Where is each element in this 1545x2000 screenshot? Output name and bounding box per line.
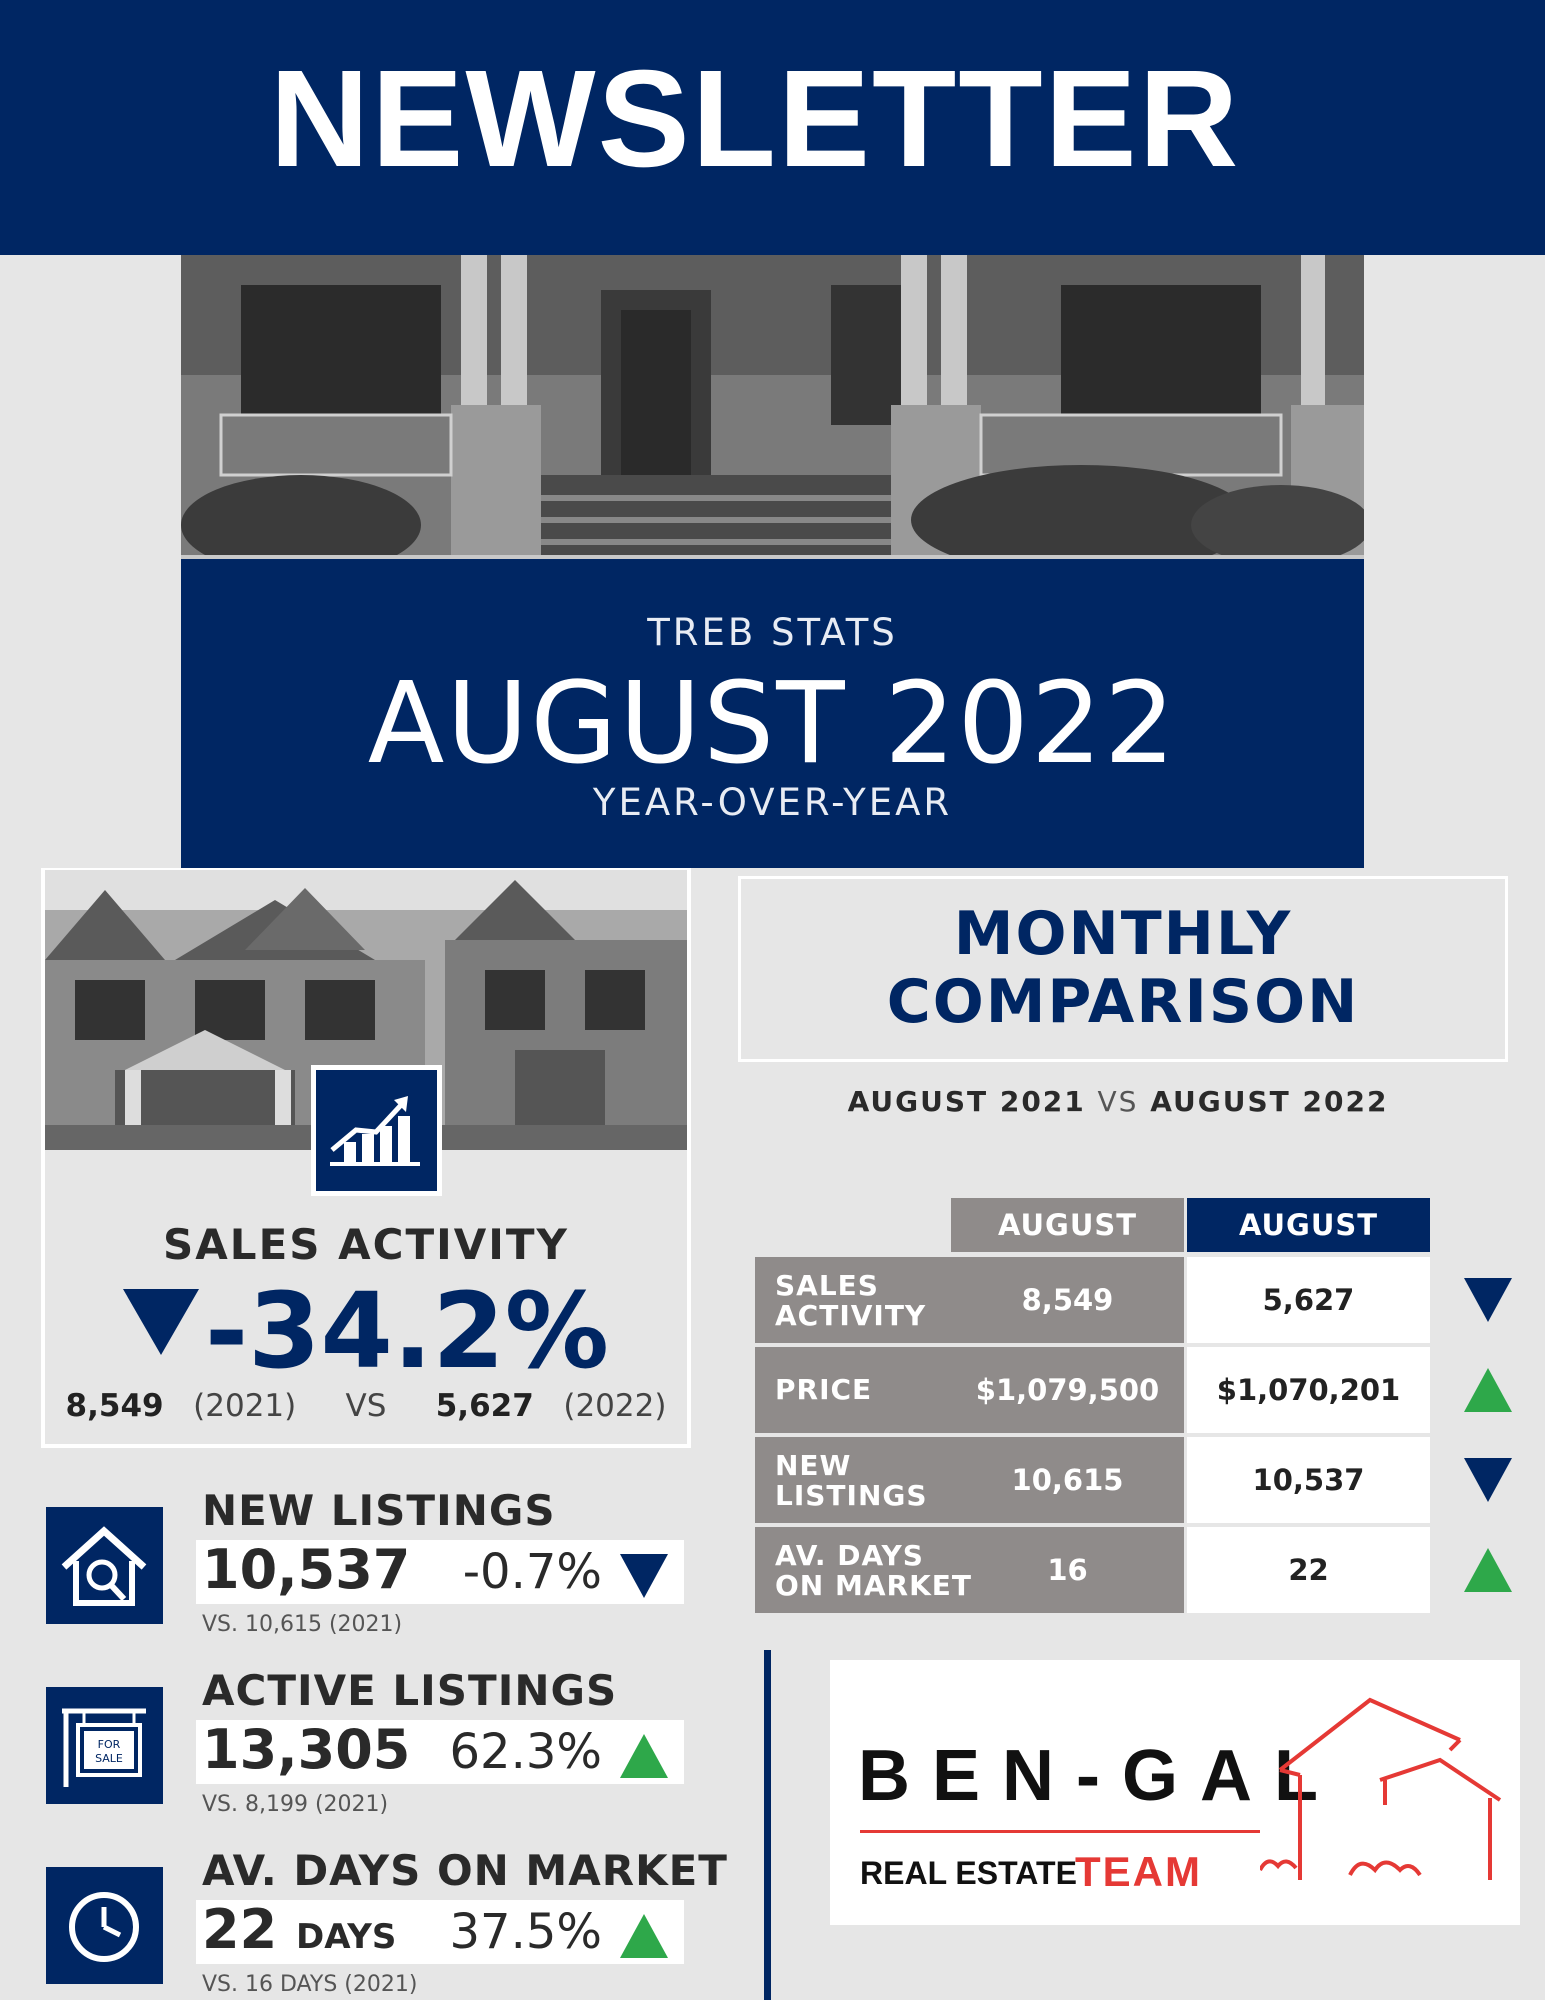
down-arrow-icon: [1464, 1278, 1512, 1322]
table-row-price: [755, 1347, 1184, 1433]
hero-title-band: [181, 555, 1364, 868]
for-sale-sign-text-1: FOR: [97, 1738, 121, 1751]
monthly-title-line1: MONTHLY: [953, 899, 1293, 969]
new-listings-vs: VS. 10,615 (2021): [202, 1612, 403, 1637]
row-value-2021: 16: [1047, 1553, 1088, 1587]
active-listings-vs: VS. 8,199 (2021): [202, 1792, 389, 1817]
row-label: AV. DAYS ON MARKET: [775, 1539, 973, 1602]
row-value-2022: $1,070,201: [1187, 1347, 1430, 1433]
days-on-market-vs: VS. 16 DAYS (2021): [202, 1972, 418, 1997]
sales-2021-year: (2021): [193, 1388, 297, 1424]
days-on-market-change: 37.5%: [449, 1904, 602, 1960]
row-value-2022: 10,537: [1187, 1437, 1430, 1523]
report-month-title: AUGUST 2022: [367, 659, 1178, 789]
new-listings-value: 10,537: [202, 1538, 411, 1601]
monthly-comparison-title: [738, 900, 1508, 1036]
clock-icon: [41, 1862, 168, 1989]
logo-underline: [860, 1830, 1260, 1833]
house-outline-icon: [1260, 1680, 1510, 1910]
new-listings-bar: [196, 1540, 684, 1604]
growth-chart-icon: [311, 1065, 442, 1196]
up-arrow-icon: [620, 1734, 668, 1778]
column-header-2021: AUGUST: [951, 1198, 1184, 1252]
sales-activity-comparison: [41, 1388, 691, 1424]
row-label: PRICE: [775, 1373, 873, 1406]
up-arrow-icon: [1464, 1368, 1512, 1412]
new-listings-change: -0.7%: [462, 1544, 602, 1600]
active-listings-change: 62.3%: [449, 1724, 602, 1780]
row-value-2021: $1,079,500: [975, 1373, 1160, 1407]
down-arrow-icon: [620, 1554, 668, 1598]
logo-name: BEN-GAL: [858, 1736, 1340, 1816]
row-value-2022: 22: [1187, 1527, 1430, 1613]
logo-divider: [764, 1650, 771, 2000]
down-arrow-icon: [123, 1289, 199, 1355]
days-unit: DAYS: [295, 1917, 397, 1957]
subtitle-vs: VS: [1097, 1085, 1139, 1118]
newsletter-header: [0, 0, 1545, 255]
sales-2022-value: 5,627: [435, 1388, 534, 1424]
new-listings-title: NEW LISTINGS: [202, 1486, 556, 1535]
days-on-market-bar: [196, 1900, 684, 1964]
up-arrow-icon: [1464, 1548, 1512, 1592]
sales-2022-year: (2022): [563, 1388, 667, 1424]
monthly-comparison-subtitle: [738, 1085, 1498, 1118]
active-listings-value: 13,305: [202, 1718, 411, 1781]
treb-stats-label: TREB STATS: [647, 611, 898, 654]
year-over-year-label: YEAR-OVER-YEAR: [592, 781, 953, 824]
hero-porch-photo: [181, 255, 1364, 555]
row-value-2022: 5,627: [1187, 1257, 1430, 1343]
sales-change-value: -34.2%: [205, 1270, 609, 1392]
subtitle-2022: AUGUST 2022: [1150, 1085, 1389, 1118]
table-row-sales-activity: [755, 1257, 1184, 1343]
sales-activity-heading: SALES ACTIVITY: [163, 1220, 569, 1269]
sales-vs: VS: [345, 1388, 387, 1424]
up-arrow-icon: [620, 1914, 668, 1958]
row-label: SALES ACTIVITY: [775, 1269, 927, 1332]
sales-2021-value: 8,549: [65, 1388, 164, 1424]
row-value-2021: 8,549: [1021, 1283, 1114, 1317]
ben-gal-logo: [830, 1660, 1520, 1925]
row-value-2021: 10,615: [1011, 1463, 1124, 1497]
house-search-icon: [41, 1502, 168, 1629]
monthly-title-line2: COMPARISON: [886, 967, 1360, 1037]
active-listings-title: ACTIVE LISTINGS: [202, 1666, 618, 1715]
for-sale-sign-text-2: SALE: [95, 1752, 123, 1765]
sales-activity-change: [41, 1270, 691, 1392]
logo-subtitle-real-estate: REAL ESTATE: [860, 1855, 1077, 1891]
days-on-market-value: 22 DAYS: [202, 1898, 397, 1961]
table-row-days-on-market: [755, 1527, 1184, 1613]
days-on-market-title: AV. DAYS ON MARKET: [202, 1846, 728, 1895]
subtitle-2021: AUGUST 2021: [847, 1085, 1086, 1118]
active-listings-bar: [196, 1720, 684, 1784]
column-header-2022: AUGUST: [1187, 1198, 1430, 1252]
for-sale-sign-icon: [41, 1682, 168, 1809]
newsletter-title: NEWSLETTER: [269, 42, 1241, 196]
row-label: NEW LISTINGS: [775, 1449, 928, 1512]
logo-subtitle-team: TEAM: [1075, 1848, 1202, 1895]
down-arrow-icon: [1464, 1458, 1512, 1502]
table-row-new-listings: [755, 1437, 1184, 1523]
